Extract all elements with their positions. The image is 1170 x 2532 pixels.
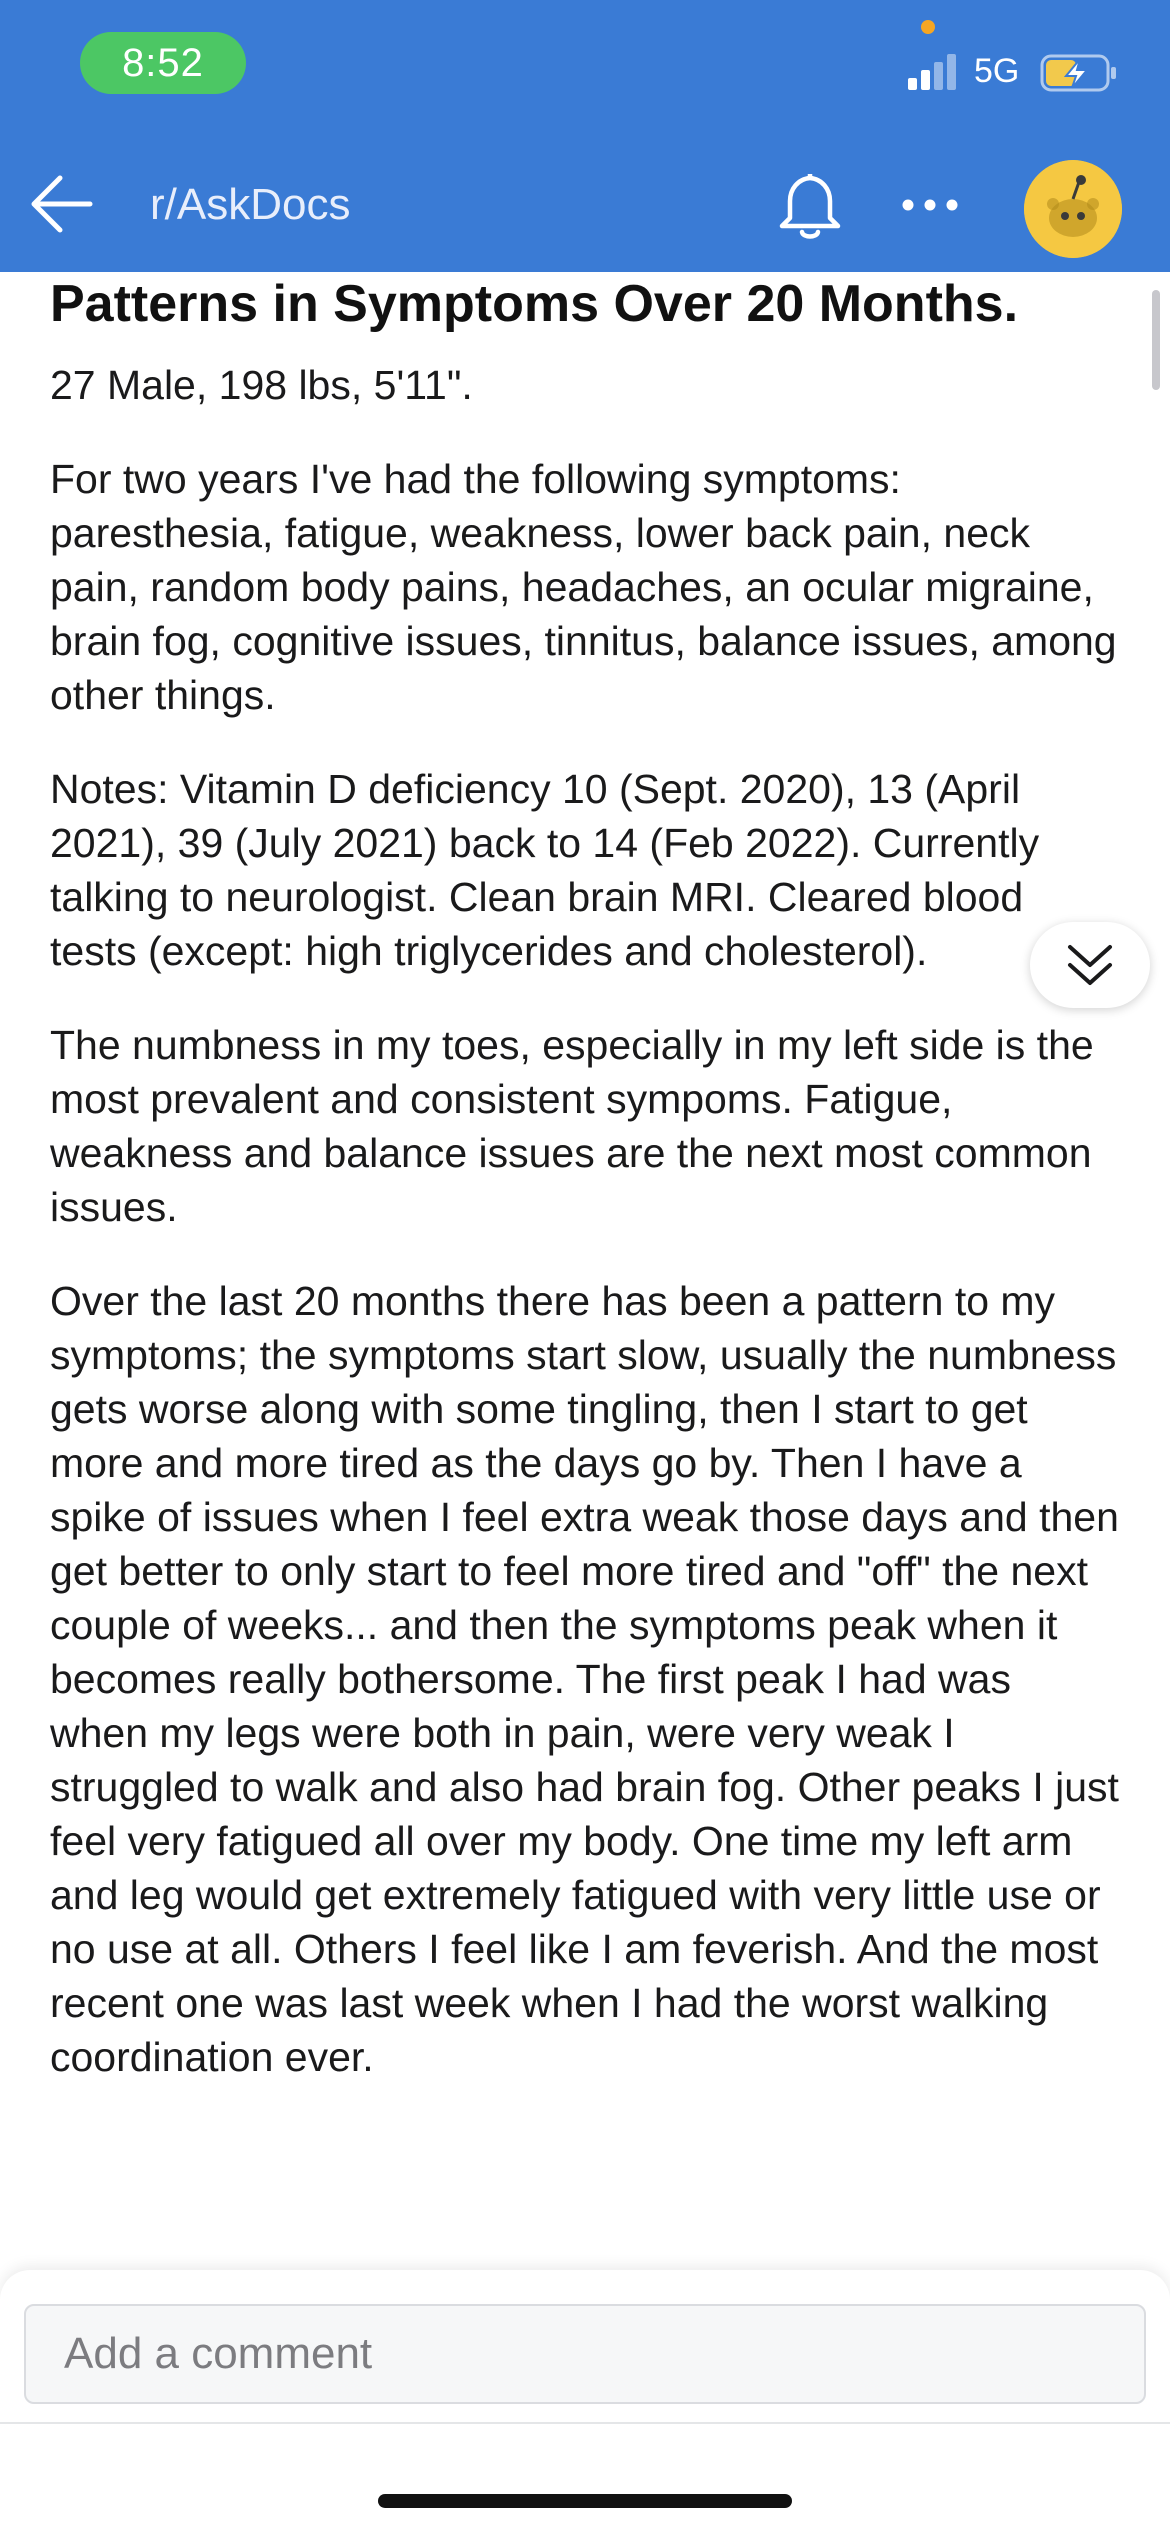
scrollbar[interactable]	[1152, 290, 1160, 390]
app-header	[0, 0, 1170, 272]
jump-down-button[interactable]	[1030, 922, 1150, 1008]
signal-bars-icon	[906, 52, 958, 92]
double-chevron-down-icon	[1060, 935, 1120, 995]
network-type: 5G	[974, 52, 1020, 90]
post-paragraph: Notes: Vitamin D deficiency 10 (Sept. 2020), 13 (April 2021), 39 (July 2021) back to 14 (Feb 2022). Currently talking to neurologist. Clean brain MRI. Cleared blood tests (except: high triglycerides and cholesterol).	[50, 766, 1040, 974]
divider	[0, 2422, 1170, 2424]
post-meta: 27 Male, 198 lbs, 5'11".	[50, 362, 473, 408]
post-title: Patterns in Symptoms Over 20 Months.	[50, 275, 1019, 333]
more-options-icon[interactable]	[898, 180, 962, 230]
back-arrow-icon[interactable]	[20, 164, 100, 244]
comment-bar	[0, 2270, 1170, 2532]
battery-charging-icon	[1040, 52, 1118, 94]
post-body	[50, 272, 1120, 2084]
post-paragraph: The numbness in my toes, especially in my left side is the most prevalent and consistent sympoms. Fatigue, weakness and balance issues are the next most common issues.	[50, 1022, 1094, 1230]
home-indicator[interactable]	[378, 2494, 792, 2508]
post-paragraph: Over the last 20 months there has been a pattern to my symptoms; the symptoms start slow, usually the numbness gets worse along with some tingling, then I start to get more and more tired as the days go by. Then I have a spike of issues when I feel extra weak those days and then get better to only start to feel more tired and "off" the next couple of weeks... and then the symptoms peak when it becomes really bothersome. The first peak I had was when my legs were both in pain, were very weak I struggled to walk and also had brain fog. Other peaks I just feel very fatigued all over my body. One time my left arm and leg would get extremely fatigued with very little use or no use at all. Others I feel like I am feverish. And the most recent one was last week when I had the worst walking coordination ever.	[50, 1278, 1119, 2080]
status-time: 8:52	[80, 32, 246, 94]
snoo-avatar-icon	[1024, 160, 1122, 258]
user-avatar[interactable]	[1024, 160, 1122, 258]
comment-input[interactable]	[24, 2304, 1146, 2404]
bell-icon[interactable]	[770, 166, 850, 246]
post-paragraph: For two years I've had the following symptoms: paresthesia, fatigue, weakness, lower back pain, neck pain, random body pains, headaches, an ocular migraine, brain fog, cognitive issues, tinnitus, balance issues, among other things.	[50, 456, 1117, 718]
mic-indicator-icon	[921, 20, 935, 34]
subreddit-name[interactable]: r/AskDocs	[150, 180, 351, 229]
